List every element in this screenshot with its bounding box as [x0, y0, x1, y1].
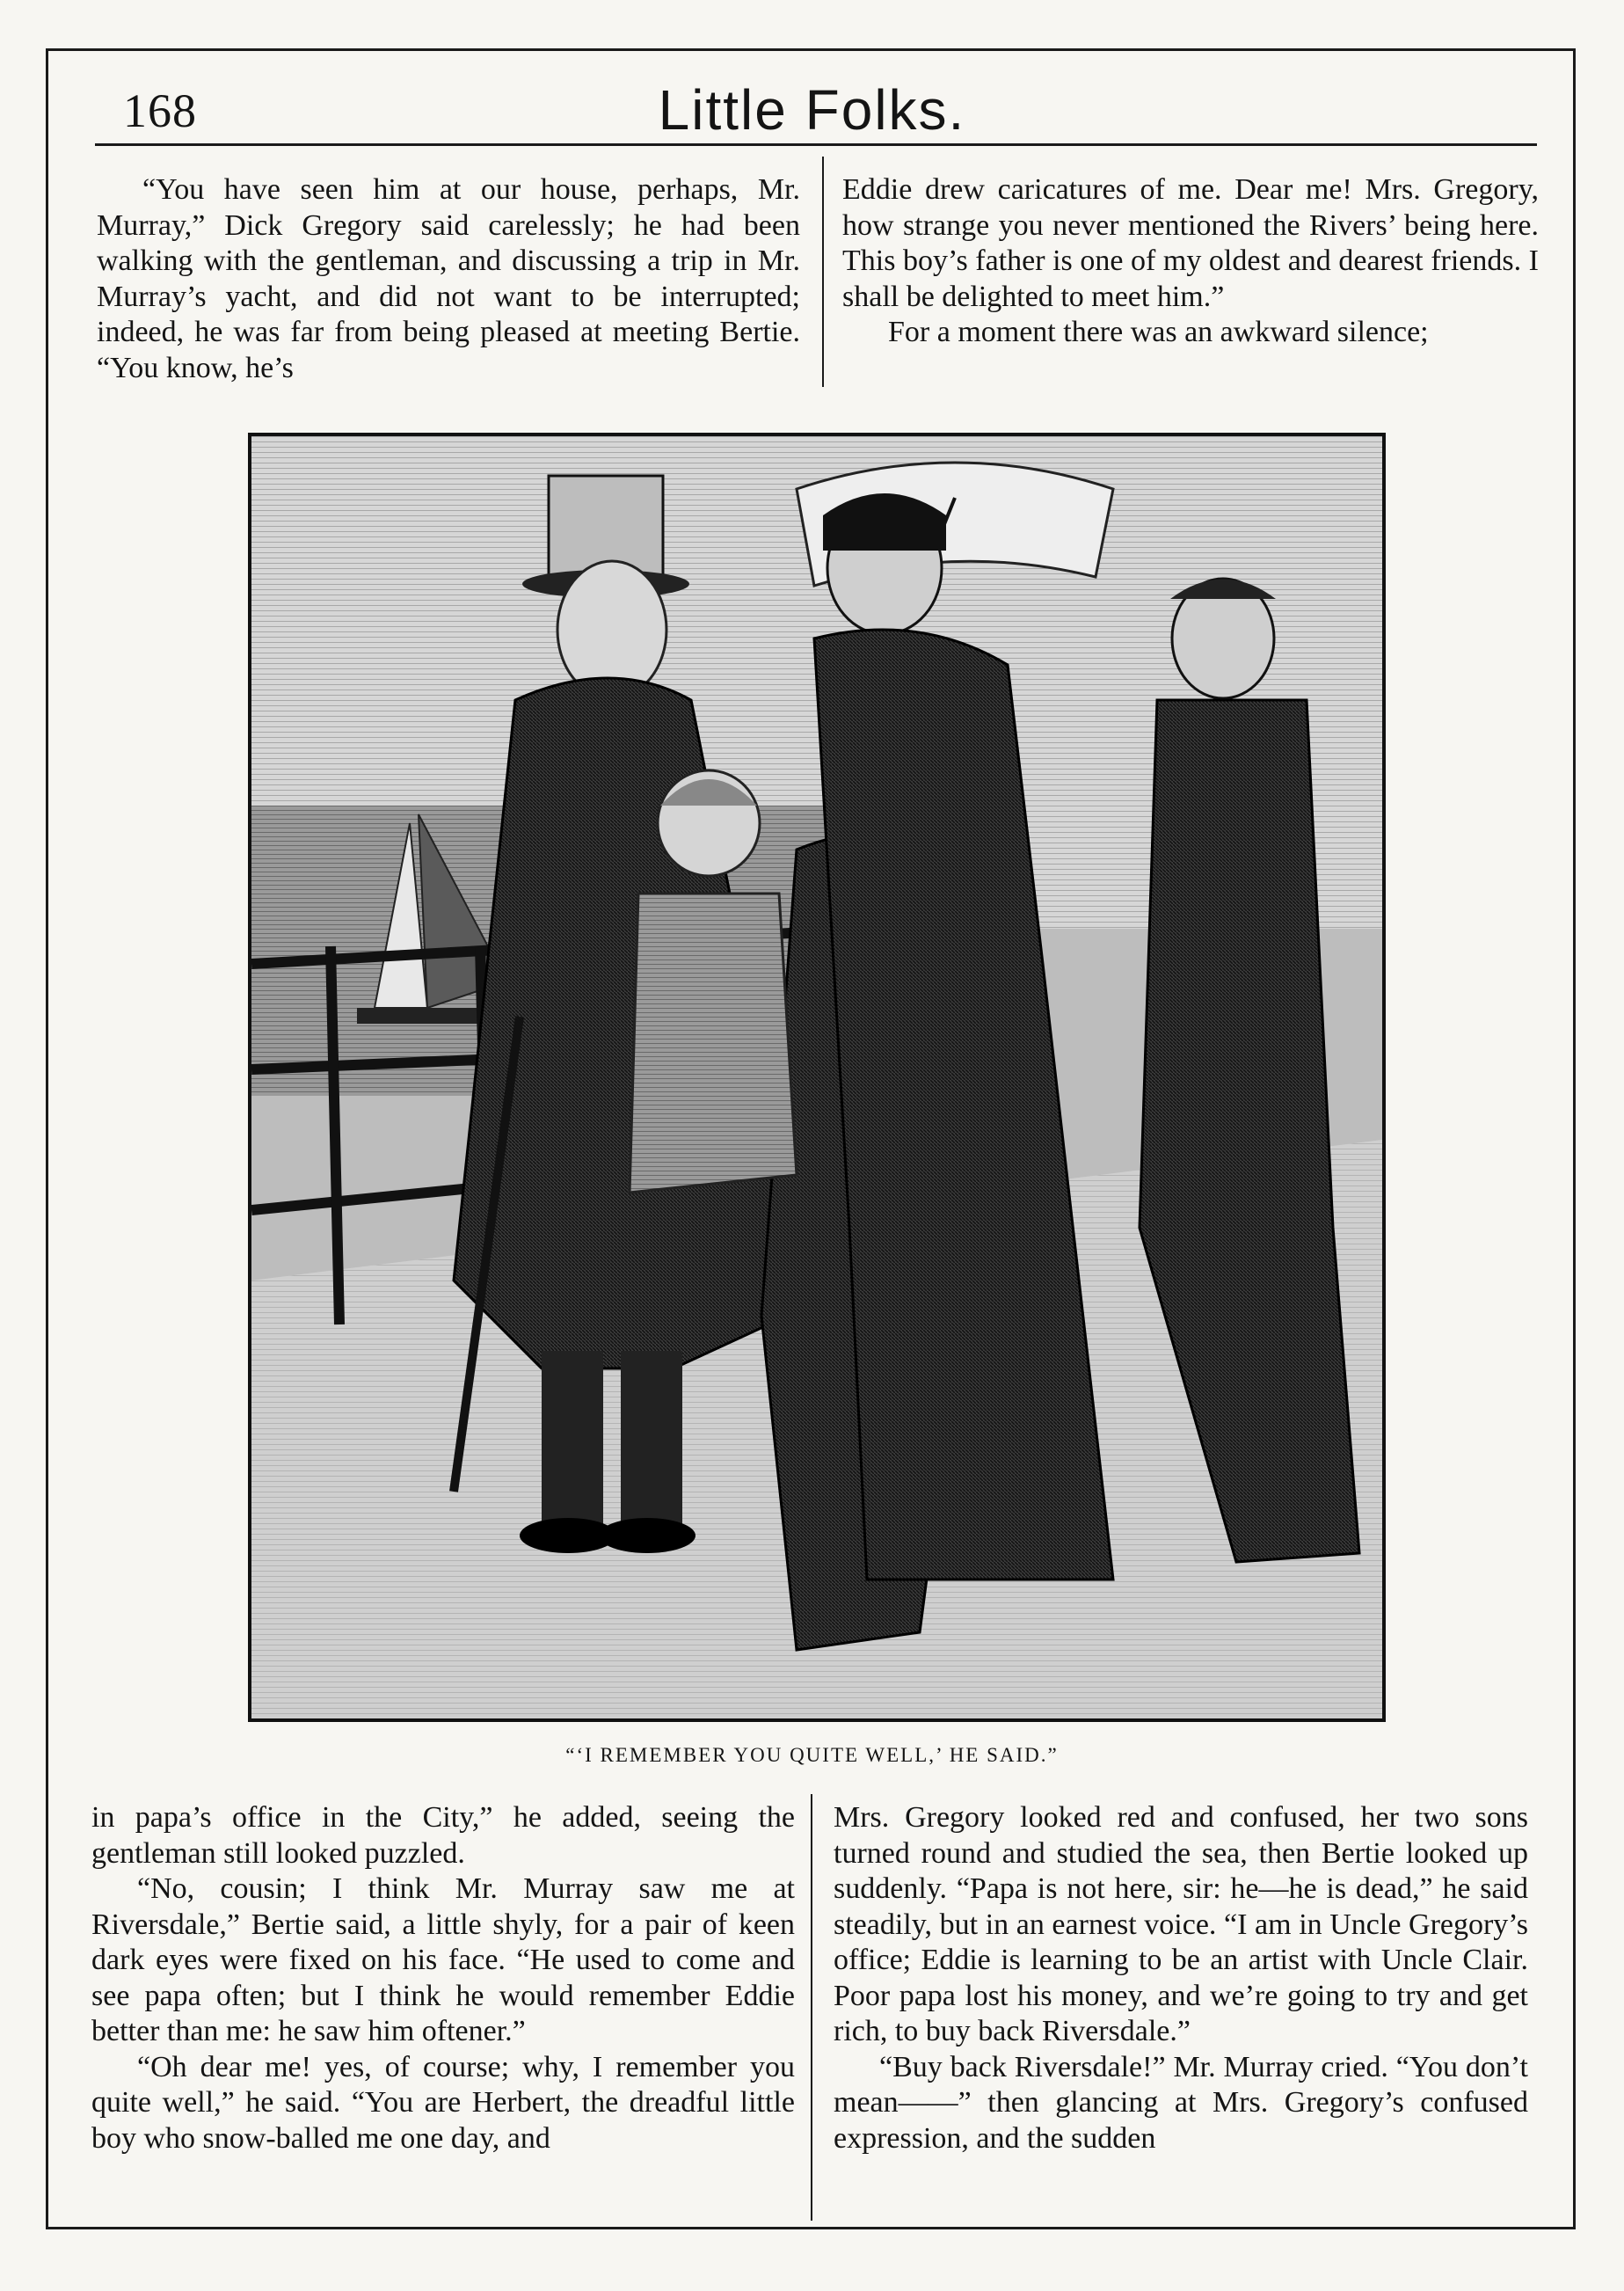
engraving-illustration [248, 433, 1386, 1722]
paragraph: “You have seen him at our house, perhaps, Mr. Murray,” Dick Gregory said carelessly; he had been walking with the gentleman, and discussing a trip in Mr. Murray’s yacht, and did not want to be interrupted; indeed, he was far from being pleased at meeting Bertie. “You know, he’s [97, 173, 800, 384]
illustration-caption: “‘I REMEMBER YOU QUITE WELL,’ HE SAID.” [565, 1744, 1059, 1766]
paragraph: in papa’s office in the City,” he added, seeing the gentleman still looked puzzled. [91, 1801, 795, 1870]
paragraph: For a moment there was an awkward silence; [888, 316, 1429, 348]
column-top-right [842, 172, 1539, 351]
paragraph: Eddie drew caricatures of me. Dear me! Mrs. Gregory, how strange you never mentioned the Rivers’ being here. This boy’s father is one of my oldest and dearest friends. I shall be delighted to meet him.” [842, 173, 1539, 313]
header-rule [95, 143, 1537, 146]
engraving-scene [251, 436, 1382, 1718]
paragraph: “No, cousin; I think Mr. Murray saw me at Riversdale,” Bertie said, a little shyly, for a pair of keen dark eyes were fixed on his face. “He used to come and see papa often; but I think he would remember Eddie better than me: he saw him oftener.” [91, 1872, 795, 2047]
paragraph: “Buy back Riversdale!” Mr. Murray cried. “You don’t mean——” then glancing at Mrs. Gregory’s confused expression, and the sudden [834, 2050, 1528, 2155]
running-title: Little Folks. [658, 78, 966, 142]
paragraph: Mrs. Gregory looked red and confused, her two sons turned round and studied the sea, then Bertie looked up suddenly. “Papa is not here, sir: he—he is dead,” he said steadily, but in an earnest voice. “I am in Uncle Gregory’s office; Eddie is learning to be an artist with Uncle Clair. Poor papa lost his money, and we’re going to try and get rich, to buy back Riversdale.” [834, 1801, 1528, 2047]
column-bottom-left [91, 1800, 795, 2156]
column-rule-bottom [811, 1794, 812, 2221]
column-bottom-right [834, 1800, 1528, 2156]
column-top-left [97, 172, 800, 386]
paragraph: “Oh dear me! yes, of course; why, I remember you quite well,” he said. “You are Herbert, the dreadful little boy who snow-balled me one day, and [91, 2050, 795, 2155]
page-number: 168 [123, 84, 197, 137]
column-rule-top [822, 157, 824, 387]
